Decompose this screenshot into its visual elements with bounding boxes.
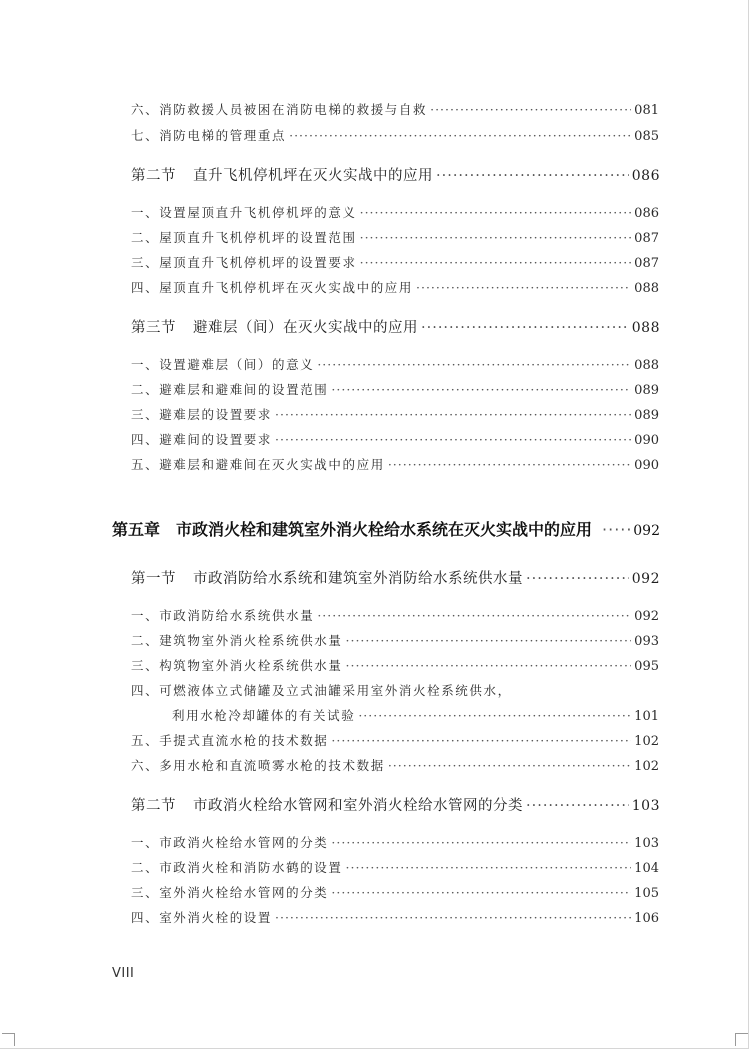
toc-item-page: 102: [634, 759, 659, 774]
toc-item-page: 095: [634, 659, 659, 674]
toc-item-title: 一、市政消防给水系统供水量: [131, 608, 315, 623]
chapter-title: 市政消火栓和建筑室外消火栓给水系统在灭火实战中的应用: [176, 520, 593, 539]
toc-section[interactable]: [131, 164, 660, 185]
toc-item-title: 四、室外消火栓的设置: [131, 910, 273, 925]
toc-item-title: 一、设置避难层（间）的意义: [131, 357, 315, 372]
toc-item[interactable]: [131, 405, 659, 423]
toc-section-title: [131, 567, 523, 588]
toc-item[interactable]: [131, 681, 659, 699]
section-number: 第二节: [131, 798, 176, 814]
toc-item[interactable]: [131, 228, 659, 246]
dot-leader: [331, 835, 631, 850]
page-folio: VIII: [112, 966, 135, 981]
toc-item[interactable]: [131, 606, 659, 624]
toc-item-title: 一、设置屋顶直升飞机停机坪的意义: [131, 205, 357, 220]
toc-item-title: 二、市政消火栓和消防水鹤的设置: [131, 860, 343, 875]
section-number: 第三节: [131, 320, 176, 336]
dot-leader: [360, 230, 632, 245]
toc-section[interactable]: [131, 567, 660, 588]
section-number: 第一节: [131, 571, 176, 587]
toc-item-title: 二、避难层和避难间的设置范围: [131, 382, 329, 397]
toc-section[interactable]: [131, 316, 660, 337]
dot-leader: [331, 885, 631, 900]
toc-section-page: 086: [631, 168, 660, 184]
dot-leader: [346, 860, 632, 875]
toc-section-title: [131, 316, 418, 337]
section-number: 第二节: [131, 168, 176, 184]
toc-item[interactable]: [131, 833, 659, 851]
toc-item-title: 二、建筑物室外消火栓系统供水量: [131, 633, 343, 648]
toc-item[interactable]: [131, 126, 659, 144]
toc-item-page: 103: [634, 836, 659, 851]
dot-leader: [275, 407, 631, 422]
crop-mark: [735, 1033, 748, 1046]
dot-leader: [289, 128, 631, 143]
toc-item-page: 081: [634, 103, 659, 118]
toc-chapter-title: [112, 517, 592, 540]
crop-mark: [2, 1033, 15, 1046]
toc-item-title: 利用水枪冷却罐体的有关试验: [172, 708, 356, 723]
chapter-number: 第五章: [112, 520, 161, 539]
toc-item-page: 086: [634, 206, 659, 221]
dot-leader: [317, 608, 631, 623]
dot-leader: [388, 758, 631, 773]
toc-item[interactable]: [131, 731, 659, 749]
toc-item-page: 089: [634, 408, 659, 423]
dot-leader: [346, 633, 632, 648]
toc-section-page: 103: [631, 798, 660, 814]
toc-item[interactable]: [131, 883, 659, 901]
toc-item[interactable]: [131, 355, 659, 373]
dot-leader: [602, 520, 630, 539]
toc-item-title: 三、避难层的设置要求: [131, 407, 273, 422]
toc-item-page: 088: [634, 358, 659, 373]
toc-chapter-page: 092: [633, 523, 660, 539]
toc-item-page: 090: [634, 433, 659, 448]
toc-item-title: 三、屋顶直升飞机停机坪的设置要求: [131, 255, 357, 270]
dot-leader: [346, 658, 632, 673]
dot-leader: [526, 571, 629, 587]
toc-item-continuation[interactable]: [172, 706, 659, 724]
toc-item-title: 七、消防电梯的管理重点: [131, 128, 287, 143]
toc-item-page: 106: [634, 911, 659, 926]
toc-item-title: 一、市政消火栓给水管网的分类: [131, 835, 329, 850]
toc-item[interactable]: [131, 380, 659, 398]
toc-item-title: 三、构筑物室外消火栓系统供水量: [131, 658, 343, 673]
toc-item[interactable]: [131, 858, 659, 876]
dot-leader: [388, 457, 631, 472]
toc-item-page: 085: [634, 129, 659, 144]
toc-item-page: 087: [634, 231, 659, 246]
toc-item-page: 090: [634, 458, 659, 473]
toc-item-title: 四、可燃液体立式储罐及立式油罐采用室外消火栓系统供水，: [131, 683, 512, 698]
dot-leader: [360, 255, 632, 270]
dot-leader: [275, 432, 631, 447]
toc-section-page: 088: [631, 320, 660, 336]
section-title: 避难层（间）在灭火实战中的应用: [193, 320, 418, 336]
toc-item-page: 088: [634, 281, 659, 296]
dot-leader: [317, 357, 631, 372]
dot-leader: [358, 708, 631, 723]
toc-item-page: 089: [634, 383, 659, 398]
toc-item-page: 101: [634, 709, 659, 724]
toc-item[interactable]: [131, 430, 659, 448]
toc-item[interactable]: [131, 908, 659, 926]
toc-item-title: 五、手提式直流水枪的技术数据: [131, 733, 329, 748]
toc-section-title: [131, 164, 433, 185]
toc-item[interactable]: [131, 100, 659, 118]
dot-leader: [526, 798, 629, 814]
toc-item-title: 四、屋顶直升飞机停机坪在灭火实战中的应用: [131, 280, 414, 295]
dot-leader: [416, 280, 631, 295]
toc-item[interactable]: [131, 203, 659, 221]
toc-item[interactable]: [131, 278, 659, 296]
toc-item[interactable]: [131, 656, 659, 674]
toc-item-page: 104: [634, 861, 659, 876]
dot-leader: [331, 382, 631, 397]
dot-leader: [436, 168, 629, 184]
toc-item[interactable]: [131, 631, 659, 649]
dot-leader: [421, 320, 629, 336]
dot-leader: [360, 205, 632, 220]
toc-section[interactable]: [131, 794, 660, 815]
toc-item-title: 六、消防救援人员被困在消防电梯的救援与自救: [131, 102, 428, 117]
toc-chapter[interactable]: [112, 517, 660, 540]
toc-item-page: 093: [634, 634, 659, 649]
toc-section-title: [131, 794, 523, 815]
toc-section-page: 092: [631, 571, 660, 587]
toc-item-page: 105: [634, 886, 659, 901]
toc-item[interactable]: [131, 455, 659, 473]
toc-item[interactable]: [131, 756, 659, 774]
toc-item-page: 102: [634, 734, 659, 749]
section-title: 市政消火栓给水管网和室外消火栓给水管网的分类: [193, 798, 523, 814]
dot-leader: [331, 733, 631, 748]
dot-leader: [275, 910, 631, 925]
toc-item-title: 二、屋顶直升飞机停机坪的设置范围: [131, 230, 357, 245]
section-title: 市政消防给水系统和建筑室外消防给水系统供水量: [193, 571, 523, 587]
toc-item-title: 五、避难层和避难间在灭火实战中的应用: [131, 457, 385, 472]
toc-item-title: 六、多用水枪和直流喷雾水枪的技术数据: [131, 758, 385, 773]
section-title: 直升飞机停机坪在灭火实战中的应用: [193, 168, 433, 184]
toc-item-title: 三、室外消火栓给水管网的分类: [131, 885, 329, 900]
dot-leader: [430, 102, 631, 117]
toc-item-page: 092: [634, 609, 659, 624]
toc-item[interactable]: [131, 253, 659, 271]
toc-item-title: 四、避难间的设置要求: [131, 432, 273, 447]
toc-item-page: 087: [634, 256, 659, 271]
